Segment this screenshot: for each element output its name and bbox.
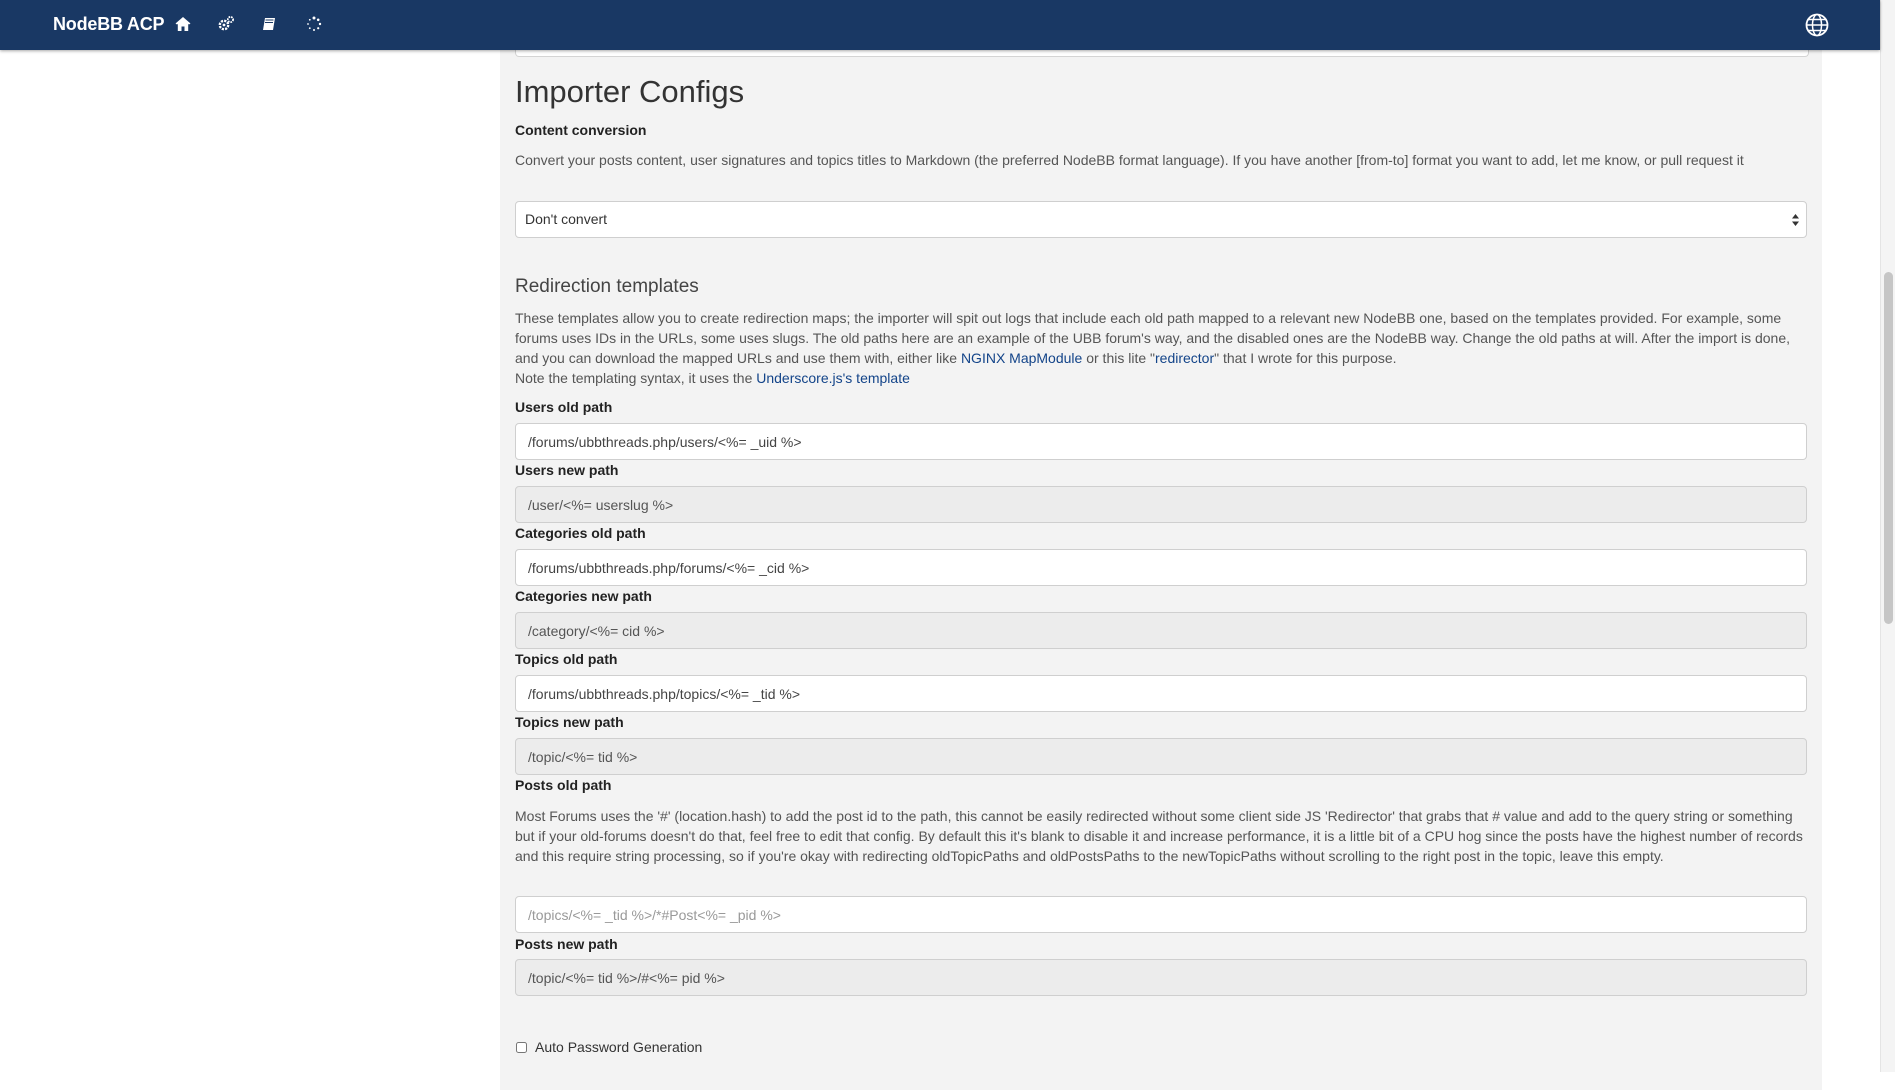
users-new-path-label: Users new path — [515, 462, 619, 478]
users-new-path-input — [515, 486, 1807, 523]
redirector-link[interactable]: redirector — [1155, 350, 1215, 366]
categories-old-path-label: Categories old path — [515, 525, 646, 541]
users-old-path-input[interactable] — [515, 423, 1807, 460]
categories-new-path-label: Categories new path — [515, 588, 652, 604]
redirection-text-1: These templates allow you to create redirection maps; the importer will spit out logs that include each old path mapped to a relevant new NodeBB one, based on the templates provided. For example, some forums uses IDs in the URLs, some uses slugs. The old paths here are an example of the UBB forum's way, and the disabled ones are the NodeBB way. Change the old paths at will. After the import is done, and you can download the mapped URLs and use them with, either like — [515, 310, 1791, 366]
content-conversion-label: Content conversion — [515, 122, 647, 138]
posts-old-path-label: Posts old path — [515, 777, 612, 793]
auto-password-checkbox[interactable] — [516, 1042, 527, 1053]
select-arrows-icon — [1791, 214, 1800, 226]
content-conversion-description: Convert your posts content, user signatures and topics titles to Markdown (the preferred NodeBB format language). If you have another [from-to] format you want to add, let me know, or pull request it — [515, 152, 1744, 168]
topics-new-path-label: Topics new path — [515, 714, 624, 730]
topics-old-path-label: Topics old path — [515, 651, 618, 667]
auto-password-label[interactable]: Auto Password Generation — [535, 1039, 703, 1055]
cogs-icon[interactable] — [217, 15, 235, 33]
content-conversion-select[interactable] — [515, 201, 1807, 238]
globe-icon[interactable] — [1805, 13, 1829, 37]
nginx-mapmodule-link[interactable]: NGINX MapModule — [960, 350, 1083, 366]
posts-new-path-input — [515, 959, 1807, 996]
redirection-description — [515, 308, 1807, 388]
redirection-text-2: or this lite " — [1082, 350, 1155, 366]
posts-old-path-description: Most Forums uses the '#' (location.hash) to add the post id to the path, this cannot be easily redirected without some client side JS 'Redirector' that grabs that # value and add to the query string or something but if your old-forums doesn't do that, feel free to edit that config. By default this it's blank to disable it and increase performance, it is a little bit of a CPU hog since the posts have the highest number of records and this require string processing, so if you're okay with redirecting oldTopicPaths and oldPostsPaths to the newTopicPaths without scrolling to the right post in the topic, leave this empty. — [515, 808, 1803, 864]
page-scrollbar[interactable] — [1880, 0, 1895, 1072]
book-icon[interactable] — [261, 15, 279, 33]
templating-note: Note the templating syntax, it uses the — [515, 370, 757, 386]
home-icon[interactable] — [174, 15, 192, 33]
redirection-text-3: " that I wrote for this purpose. — [1214, 350, 1397, 366]
underscore-template-link[interactable]: Underscore.js's template — [756, 370, 910, 386]
posts-new-path-label: Posts new path — [515, 936, 618, 952]
topics-old-path-input[interactable] — [515, 675, 1807, 712]
content-conversion-selected: Don't convert — [525, 211, 608, 227]
scrollbar-thumb[interactable] — [1884, 272, 1893, 624]
redirection-heading: Redirection templates — [515, 276, 699, 297]
topics-new-path-input — [515, 738, 1807, 775]
spinner-icon[interactable] — [305, 15, 323, 33]
categories-new-path-input — [515, 612, 1807, 649]
categories-old-path-input[interactable] — [515, 549, 1807, 586]
page-title: Importer Configs — [515, 74, 745, 109]
brand-logo[interactable]: NodeBB ACP — [53, 14, 165, 34]
users-old-path-label: Users old path — [515, 399, 613, 415]
posts-old-path-input[interactable] — [515, 896, 1807, 933]
top-navbar — [0, 0, 1880, 50]
